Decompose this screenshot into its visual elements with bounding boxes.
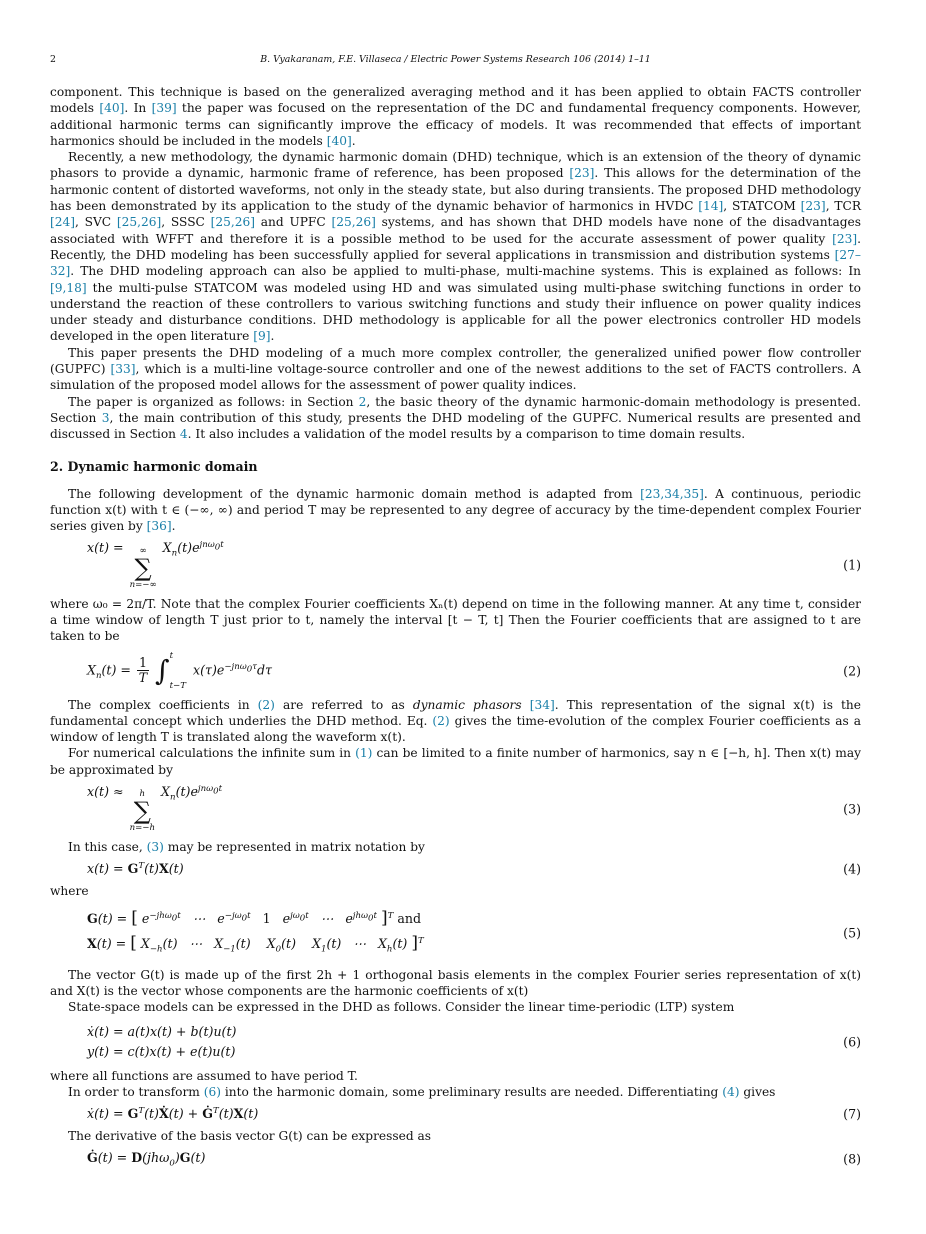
paragraph-14: The derivative of the basis vector G(t) can be expressed as [68,1128,432,1143]
citation-link[interactable]: [23] [832,231,858,246]
citation-link[interactable]: [9] [253,329,271,344]
paragraph-10: The vector G(t) is made up of the first 2h + 1 orthogonal basis elements in the complex Fourier series representation of x(t) and X(t) is the vector whose components are the harmonic coefficients of x(t) [50,967,861,999]
equation-number: (5) [843,925,861,941]
paragraph-12: where all functions are assumed to have period T. [50,1068,358,1083]
paragraph-2: Recently, a new methodology, the dynamic harmonic domain (DHD) technique, which is an extension of the theory of dynamic phasors to provide a dynamic, harmonic frame of reference, has been proposed [23]. This allows for the determination of the harmonic content of distorted waveforms, not only in the steady state, but also during transients. The proposed DHD methodology has been demonstrated by its application to the study of the dynamic behavior of harmonics in HVDC [14], STATCOM [23], TCR [24], SVC [25,26], SSSC [25,26] and UPFC [25,26] systems, and has shown that DHD models have none of the disadvantages associated with WFFT and therefore it is a possible method to be used for the accurate assessment of power quality [23]. Recently, the DHD modeling has been successfully applied for several applications in transmission and distribution systems [27–32]. The DHD modeling approach can also be applied to multi-phase, multi-machine systems. This is explained as follows: In [9,18] the multi-pulse STATCOM was modeled using HD and was simulated using multi-phase switching functions in order to understand the reaction of these controllers to various switching functions and study their influence on power quality indices under steady and disturbance conditions. DHD methodology is applicable for all the power electronics controller HD models developed in the open literature [9]. [50,150,862,344]
equation-8: Ġ(t) = D(jhω$_0$)G(t) (8) [87,1149,861,1169]
paragraph-9: In this case, (3) may be represented in matrix notation by [68,840,425,855]
equation-number: (6) [843,1034,861,1050]
paragraph-5: The following development of the dynamic harmonic domain method is adapted from [23,34,35]. A continuous, periodic function x(t) with t ∈ (−∞, ∞) and period T may be represented to any degree of accuracy by the time-dependent complex Fourier series given by [36]. [50,486,861,534]
equation-link[interactable]: (2) [432,713,450,728]
paragraph-11: State-space models can be expressed in the DHD as follows. Consider the linear time-periodic (LTP) system [68,1000,735,1015]
equation-link[interactable]: (1) [355,746,373,761]
citation-link[interactable]: [40] [99,101,125,116]
equation-7: ẋ(t) = $G^T(t)Ẋ(t)$ + $Ġ^T(t)X(t)$ (7) [87,1106,861,1122]
citation-link[interactable]: [23,34,35] [640,486,704,501]
equation-number: (2) [843,663,861,678]
paragraph-3: This paper presents the DHD modeling of a much more complex controller, the generalized unified power flow controller (GUPFC) [33], which is a multi-line voltage-source controller and one of the newest additions to the set of FACTS controllers. A simulation of the proposed model allows for the assessment of power quality indices. [50,345,861,393]
running-header [50,54,861,68]
citation-link[interactable]: [36] [146,519,172,534]
citation-link[interactable]: [27–32] [50,247,861,279]
page-number: 2 [50,54,56,65]
equation-number: (8) [843,1151,861,1167]
citation-link[interactable]: [40] [326,133,352,148]
equation-number: (7) [843,1106,861,1122]
citation-link[interactable]: [24] [50,215,76,230]
citation-link[interactable]: [39] [151,101,177,116]
equation-number: (4) [843,861,861,877]
equation-4: $x(t) = G^T(t)X(t)$ (4) [87,861,861,877]
citation-link[interactable]: [9,18] [50,280,87,295]
paragraph-7: The complex coefficients in (2) are referred to as dynamic phasors [34]. This representation of the signal x(t) is the fundamental concept which underlies the DHD method. Eq. (2) gives the time-evolution of the complex Fourier coefficients as a window of length T is translated along the waveform x(t). [50,697,861,745]
section-heading: 2. Dynamic harmonic domain [50,458,258,474]
section-link[interactable]: 3 [101,410,110,425]
equation-6: ẋ(t) = a(t)x(t) + b(t)u(t) y(t) = c(t)x(t) + e(t)u(t) (6) [87,1023,861,1059]
paragraph-13: In order to transform (6) into the harmonic domain, some preliminary results are needed. Differentiating (4) gives [68,1085,776,1100]
page [50,54,861,1174]
equation-2: $X_n(t)$ = $\frac{1}{T}$ ∫ t t−T $x(\tau)e^{-jn\omega_0\tau}d\tau$ (2) [87,650,861,691]
where-label: where [50,883,89,898]
section-link[interactable]: 2 [358,394,367,409]
section-link[interactable]: 4 [179,427,188,442]
paragraph-4: The paper is organized as follows: in Section 2, the basic theory of the dynamic harmonic-domain methodology is presented. Section 3, the main contribution of this study, presents the DHD modeling of the GUPFC. Numerical results are presented and discussed in Section 4. It also includes a validation of the model results by a comparison to time domain results. [50,394,861,442]
equation-link[interactable]: (3) [146,840,164,855]
equation-1: x(t) = ∞ ∑ n=−∞ $X_n(t)e^{jn\omega_0t}$ (1) [87,540,861,590]
equation-5: G(t) = [ $e^{-jh\omega_0t}$ ⋯ $e^{-j\omega_0t}$ 1 $e^{j\omega_0t}$ ⋯ $e^{jh\omega_0t}$ ]$^T$ and X(t) = [ $X_{-h}(t)$ ⋯ $X_{-1}(t)$ $X_0(t)$ $X_1(t)$ ⋯ $X_h(t)$ ]$^T$ (5) [87,908,861,955]
paragraph-1: component. This technique is based on the generalized averaging method and it has been applied to obtain FACTS controller models [40]. In [39] the paper was focused on the representation of the DC and fundamental frequency components. However, additional harmonic terms can significantly improve the efficacy of models. It was recommended that effects of important harmonics should be included in the models [40]. [50,85,861,148]
equation-link[interactable]: (2) [257,697,275,712]
paragraph-8: For numerical calculations the infinite sum in (1) can be limited to a finite number of harmonics, say n ∈ [−h, h]. Then x(t) may be approximated by [50,746,861,777]
paragraph-6: where ω₀ = 2π/T. Note that the complex Fourier coefficients Xₙ(t) depend on time in the following manner. At any time t, consider a time window of length T just prior to t, namely the interval [t − T, t] Then the Fourier coefficients that are assigned to t are taken to be [50,596,861,644]
equation-number: (1) [843,557,861,573]
citation-link[interactable]: [33] [110,362,136,377]
equation-link[interactable]: (4) [722,1085,740,1100]
citation-link[interactable]: [34] [529,697,555,712]
equation-3: x(t) ≈ h ∑ n=−h $X_n(t)e^{jn\omega_0t}$ (3) [87,783,861,834]
running-title: B. Vyakaranam, F.E. Villaseca / Electric Power Systems Research 106 (2014) 1–11 [260,54,651,65]
citation-link[interactable]: [23] [569,166,595,181]
citation-link[interactable]: [25,26] [116,215,162,230]
citation-link[interactable]: [23] [800,199,826,214]
citation-link[interactable]: [14] [698,199,724,214]
equation-link[interactable]: (6) [203,1085,221,1100]
equation-number: (3) [843,801,861,817]
citation-link[interactable]: [25,26] [331,215,376,230]
citation-link[interactable]: [25,26] [210,215,256,230]
